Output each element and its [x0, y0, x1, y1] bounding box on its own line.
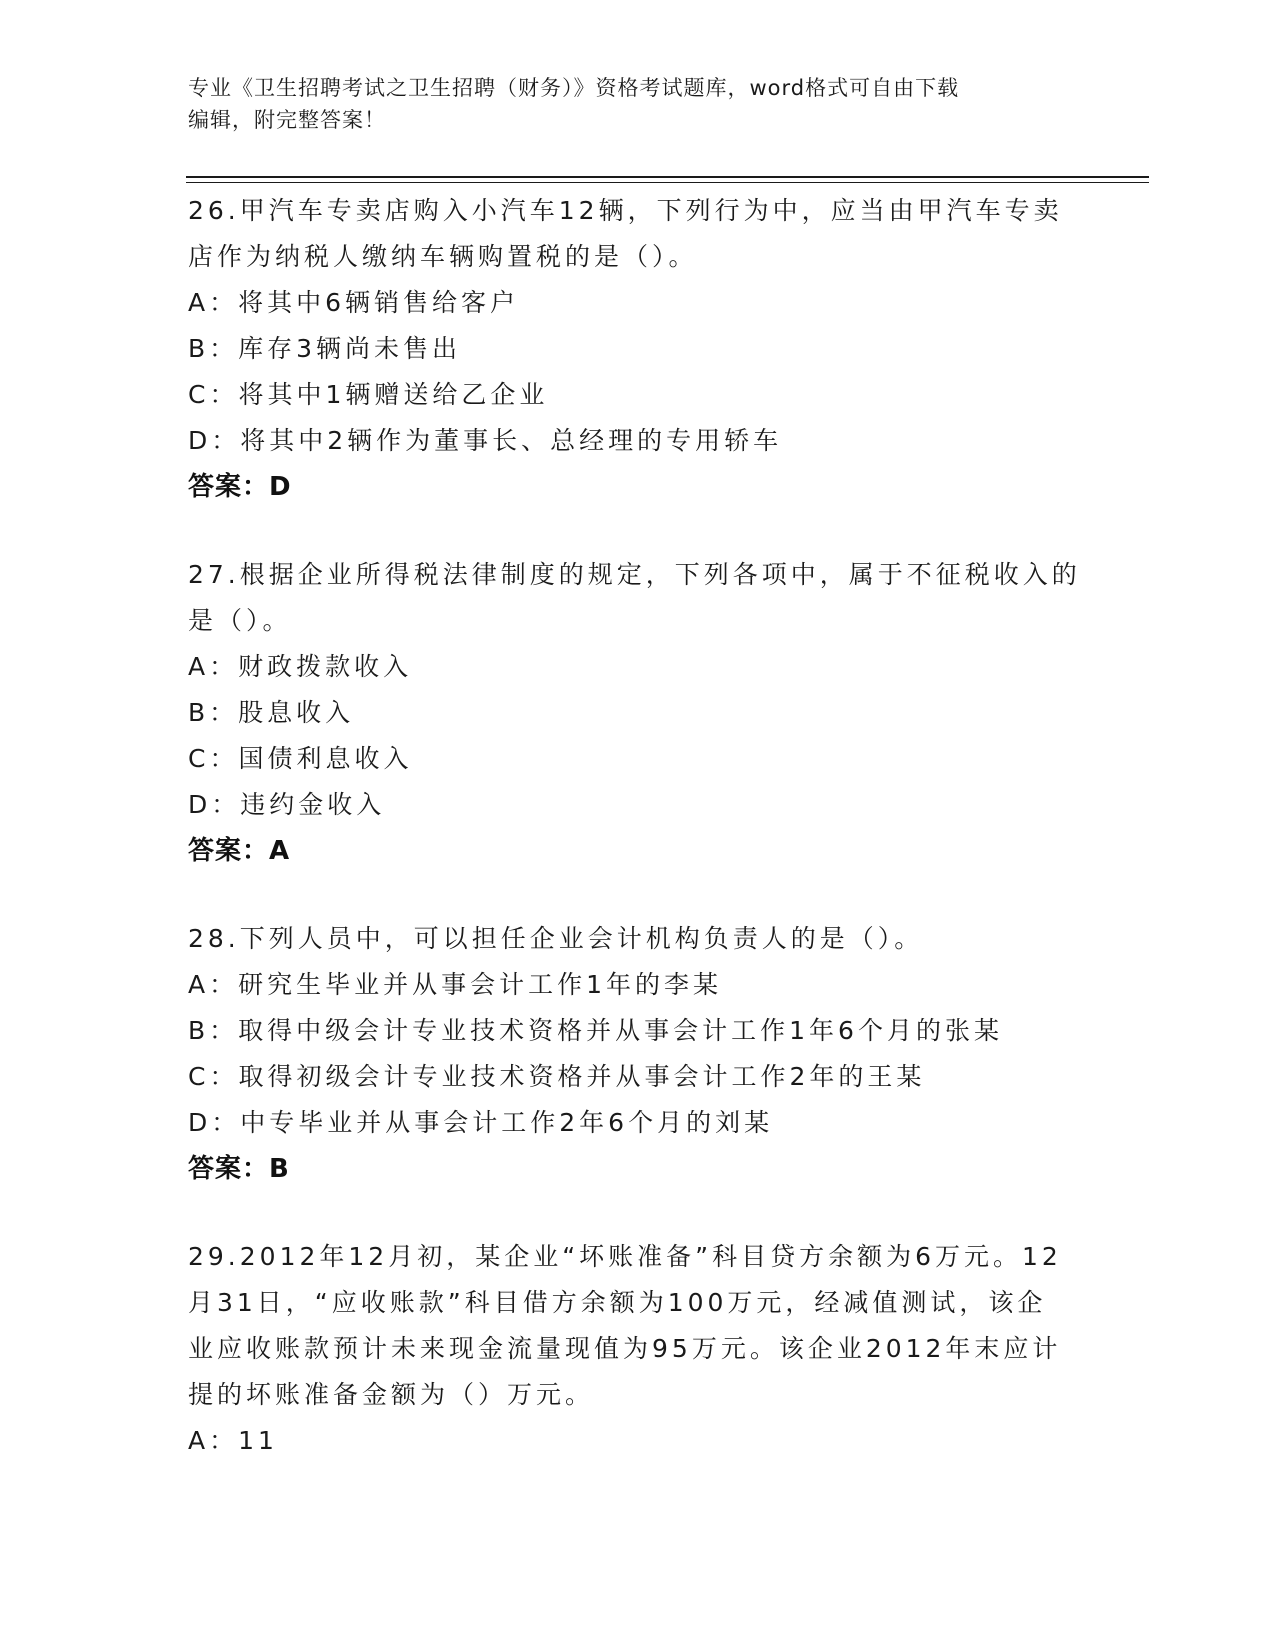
option-b: B：股息收入	[188, 698, 355, 727]
question-stem-line: 29.2012年12月初，某企业“坏账准备”科目贷方余额为6万元。12	[188, 1242, 1062, 1271]
question-stem-line: 27.根据企业所得税法律制度的规定，下列各项中，属于不征税收入的	[188, 560, 1081, 589]
option-d: D：违约金收入	[188, 790, 386, 819]
header-line-2: 编辑，附完整答案！	[188, 108, 386, 132]
answer-line: 答案：B	[188, 1154, 290, 1184]
option-c: C：将其中1辆赠送给乙企业	[188, 380, 549, 409]
option-a: A：11	[188, 1426, 278, 1455]
question-list	[188, 188, 1088, 1464]
option-a: A：财政拨款收入	[188, 652, 413, 681]
document-header	[188, 72, 1088, 136]
option-b: B：取得中级会计专业技术资格并从事会计工作1年6个月的张某	[188, 1016, 1003, 1045]
question-stem-line: 是（）。	[188, 606, 292, 635]
question-26	[188, 188, 1088, 510]
header-line-1: 专业《卫生招聘考试之卫生招聘（财务）》资格考试题库，word格式可自由下载	[188, 76, 960, 100]
question-stem-line: 26.甲汽车专卖店购入小汽车12辆，下列行为中，应当由甲汽车专卖	[188, 196, 1063, 225]
option-a: A：研究生毕业并从事会计工作1年的李某	[188, 970, 723, 999]
question-spacer	[188, 874, 1088, 916]
question-stem-line: 月31日，“应收账款”科目借方余额为100万元，经减值测试，该企	[188, 1288, 1047, 1317]
question-stem-line: 业应收账款预计未来现金流量现值为95万元。该企业2012年末应计	[188, 1334, 1062, 1363]
question-stem-line: 28.下列人员中，可以担任企业会计机构负责人的是（）。	[188, 924, 924, 953]
question-spacer	[188, 510, 1088, 552]
question-stem-line: 店作为纳税人缴纳车辆购置税的是（）。	[188, 242, 698, 271]
question-spacer	[188, 1192, 1088, 1234]
header-divider-thin	[186, 182, 1149, 183]
answer-line: 答案：D	[188, 472, 292, 502]
question-27	[188, 552, 1088, 874]
option-a: A：将其中6辆销售给客户	[188, 288, 520, 317]
question-28	[188, 916, 1088, 1192]
option-c: C：国债利息收入	[188, 744, 413, 773]
header-divider-thick	[186, 176, 1149, 178]
option-b: B：库存3辆尚未售出	[188, 334, 462, 363]
question-29	[188, 1234, 1088, 1464]
answer-line: 答案：A	[188, 836, 291, 866]
question-stem-line: 提的坏账准备金额为（）万元。	[188, 1380, 595, 1409]
option-c: C：取得初级会计专业技术资格并从事会计工作2年的王某	[188, 1062, 926, 1091]
option-d: D：将其中2辆作为董事长、总经理的专用轿车	[188, 426, 783, 455]
option-d: D：中专毕业并从事会计工作2年6个月的刘某	[188, 1108, 774, 1137]
